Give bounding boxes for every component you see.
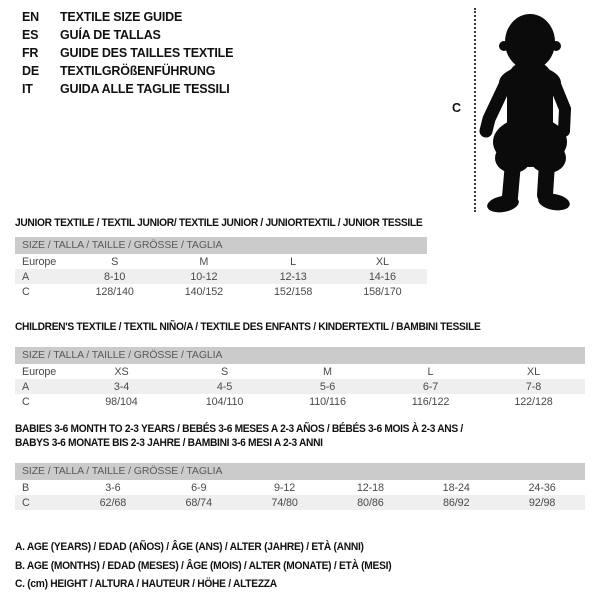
table-row <box>15 495 585 510</box>
table-cell: L <box>427 365 434 378</box>
table-row <box>15 254 427 269</box>
table-cell: 140/152 <box>184 285 224 298</box>
table-cell: 12-13 <box>279 270 307 283</box>
table-cell: 98/104 <box>105 395 138 408</box>
language-code: EN <box>22 10 39 24</box>
table-cell: 116/122 <box>411 395 450 408</box>
table-row <box>15 269 427 284</box>
table-cell: M <box>199 255 209 268</box>
babies-size-table <box>15 463 585 510</box>
row-label: C <box>22 395 30 408</box>
table-cell: 10-12 <box>190 270 218 283</box>
table-cell: 18-24 <box>442 481 470 494</box>
size-header-bar: SIZE / TALLA / TAILLE / GRÖSSE / TAGLIA <box>15 237 427 254</box>
junior-section-heading: JUNIOR TEXTILE / TEXTIL JUNIOR/ TEXTILE JUNIOR / JUNIORTEXTIL / JUNIOR TESSILE <box>15 217 423 229</box>
note-age-months: B. AGE (MONTHS) / EDAD (MESES) / ÂGE (MOIS) / ALTER (MONATE) / ETÀ (MESI) <box>15 559 392 572</box>
table-cell: XL <box>375 255 389 268</box>
language-title-list <box>22 8 233 98</box>
children-section-heading: CHILDREN'S TEXTILE / TEXTIL NIÑO/A / TEXTILE DES ENFANTS / KINDERTEXTIL / BAMBINI TESSILE <box>15 321 481 333</box>
table-cell: 14-16 <box>368 270 396 283</box>
junior-size-table <box>15 237 427 299</box>
table-cell: 8-10 <box>104 270 126 283</box>
table-cell: 6-7 <box>422 380 439 393</box>
table-cell: L <box>290 255 297 268</box>
table-cell: 3-6 <box>105 481 121 494</box>
table-row <box>15 394 585 409</box>
table-cell: 5-6 <box>319 380 336 393</box>
language-row <box>22 62 233 80</box>
table-cell: 9-12 <box>273 481 296 494</box>
language-title: GUIDE DES TAILLES TEXTILE <box>60 46 234 60</box>
table-cell: 86/92 <box>442 496 470 509</box>
language-code: IT <box>22 82 33 96</box>
table-cell: 152/158 <box>273 285 313 298</box>
table-cell: 74/80 <box>271 496 298 509</box>
language-code: FR <box>22 46 39 60</box>
table-cell: 12-18 <box>356 481 384 494</box>
table-cell: 80/86 <box>357 496 384 509</box>
language-title: TEXTILE SIZE GUIDE <box>60 10 183 24</box>
table-row <box>15 284 427 299</box>
row-label: B <box>22 481 30 494</box>
row-label: A <box>22 380 30 393</box>
table-cell: 62/68 <box>99 496 127 509</box>
size-header-bar: SIZE / TALLA / TAILLE / GRÖSSE / TAGLIA <box>15 347 585 364</box>
babies-section-heading <box>15 423 463 450</box>
children-size-table <box>15 347 585 409</box>
table-cell: 92/98 <box>528 496 556 509</box>
toddler-silhouette-icon <box>479 5 594 215</box>
language-row <box>22 8 233 26</box>
table-cell: 24-36 <box>528 481 556 494</box>
table-cell: 4-5 <box>216 380 233 393</box>
language-title: GUIDA ALLE TAGLIE TESSILI <box>60 82 230 96</box>
table-cell: 6-9 <box>191 481 207 494</box>
height-measure-label: C <box>452 101 462 115</box>
babies-heading-line-1: BABIES 3-6 MONTH TO 2-3 YEARS / BEBÉS 3-6 MESES A 2-3 AÑOS / BÉBÉS 3-6 MOIS À 2-3 ANS / <box>15 423 463 435</box>
table-cell: 68/74 <box>185 496 212 509</box>
legend-notes <box>15 538 420 594</box>
row-label: C <box>22 496 30 509</box>
height-dotted-line <box>474 8 476 212</box>
babies-heading-line-2: BABYS 3-6 MONATE BIS 2-3 JAHRE / BAMBINI 3-6 MESI A 2-3 ANNI <box>15 436 323 449</box>
row-label: Europe <box>22 365 57 378</box>
row-label: A <box>22 270 30 283</box>
row-label: Europe <box>22 255 57 268</box>
table-cell: S <box>220 365 229 378</box>
size-header-bar: SIZE / TALLA / TAILLE / GRÖSSE / TAGLIA <box>15 463 585 480</box>
table-row <box>15 364 585 379</box>
table-cell: 128/140 <box>95 285 134 298</box>
table-cell: 104/110 <box>205 395 244 408</box>
language-row <box>22 26 233 44</box>
table-cell: M <box>323 365 332 378</box>
table-cell: 122/128 <box>514 395 553 408</box>
table-cell: 7-8 <box>525 380 542 393</box>
language-title: GUÍA DE TALLAS <box>60 28 161 42</box>
table-row <box>15 480 585 495</box>
language-code: DE <box>22 64 39 78</box>
table-cell: 3-4 <box>113 380 130 393</box>
language-row <box>22 44 233 62</box>
note-age-years: A. AGE (YEARS) / EDAD (AÑOS) / ÂGE (ANS) / ALTER (JAHRE) / ETÀ (ANNI) <box>15 541 364 553</box>
table-cell: 158/170 <box>363 285 402 298</box>
row-label: C <box>22 285 30 298</box>
note-height-cm: C. (cm) HEIGHT / ALTURA / HAUTEUR / HÖHE / ALTEZZA <box>15 578 277 591</box>
table-cell: XS <box>114 365 129 378</box>
table-cell: XL <box>526 365 540 378</box>
table-row <box>15 379 585 394</box>
language-row <box>22 80 233 98</box>
language-title: TEXTILGRÖßENFÜHRUNG <box>60 64 216 78</box>
table-cell: 110/116 <box>309 395 346 408</box>
language-code: ES <box>22 28 39 42</box>
table-cell: S <box>111 255 119 268</box>
